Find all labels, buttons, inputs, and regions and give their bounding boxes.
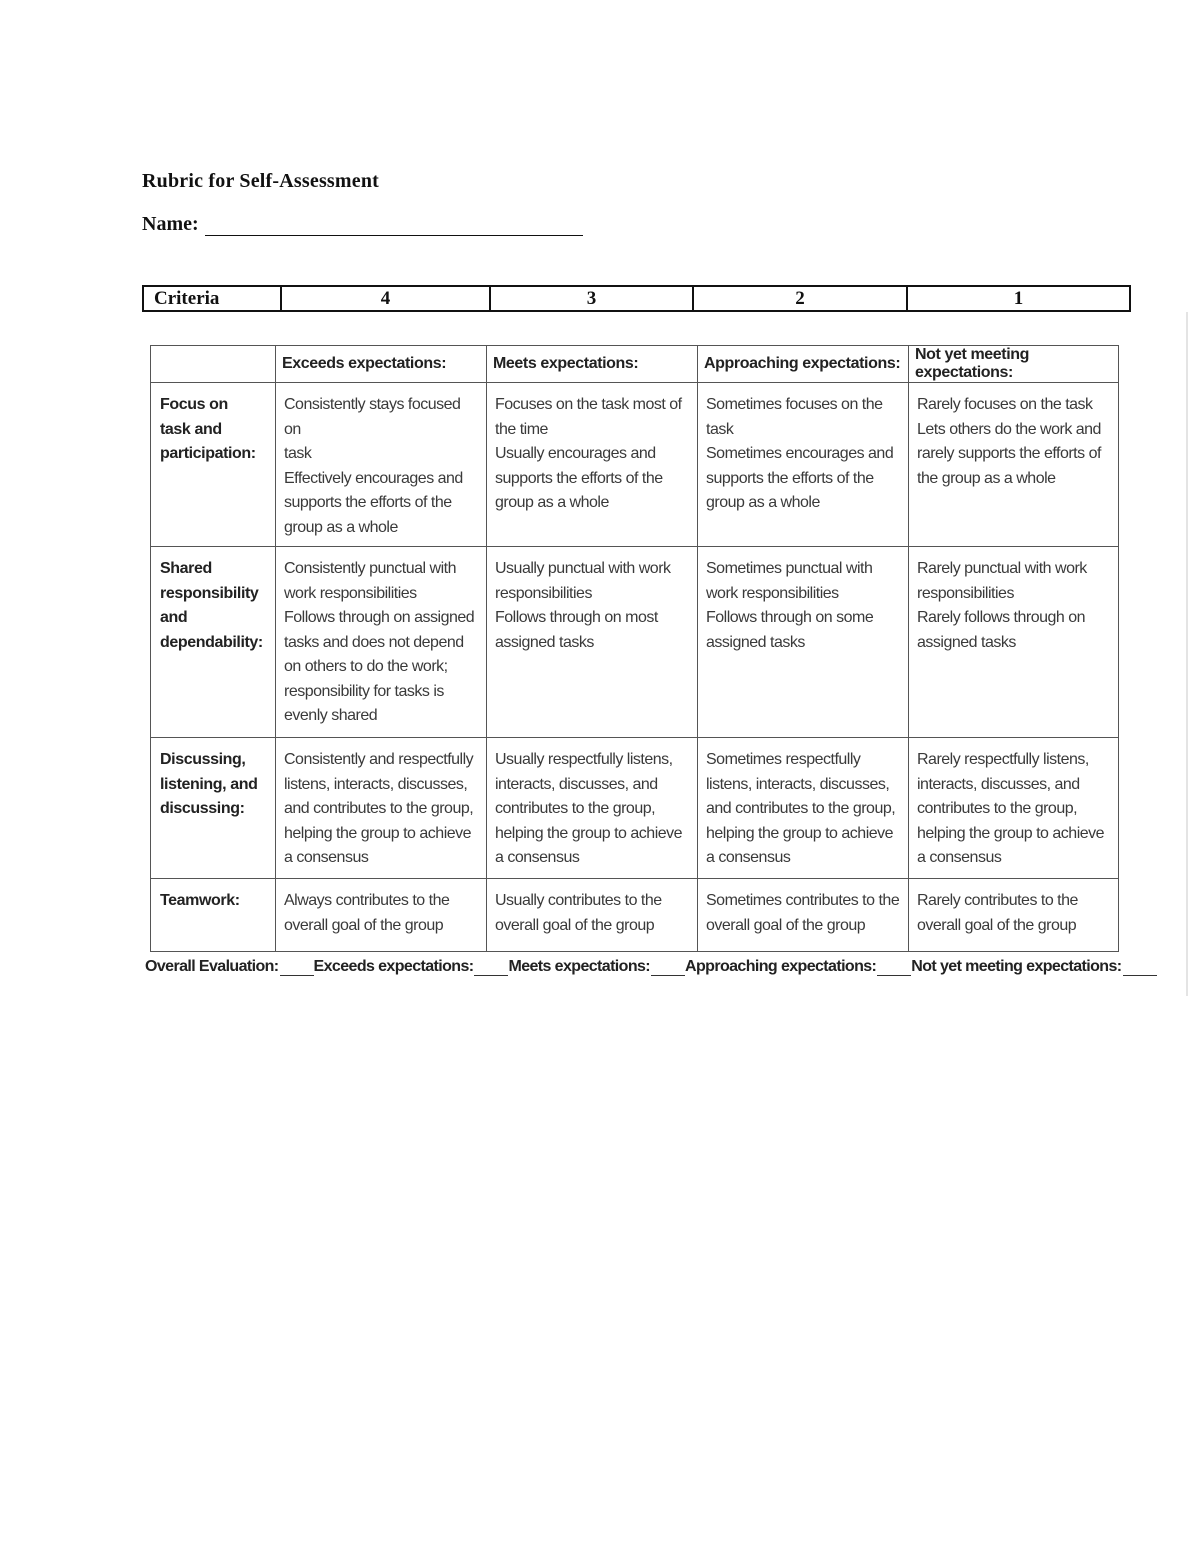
cell-line: Consistently punctual with: [284, 560, 456, 577]
cell-shared-not-yet: [909, 547, 1119, 738]
cell-line: Sometimes focuses on the: [706, 396, 883, 413]
cell-line: task: [706, 420, 734, 438]
cell-line: a consensus: [917, 849, 1002, 866]
rubric-row-discussing: [151, 738, 1119, 879]
criterion-line: participation:: [160, 445, 256, 462]
rubric-corner-cell: [151, 346, 276, 383]
cell-discussing-approaching: [698, 738, 909, 879]
cell-line: Rarely follows through on: [917, 609, 1086, 626]
rubric-row-teamwork: [151, 879, 1119, 952]
cell-line: Rarely contributes to the: [917, 892, 1078, 909]
criterion-line: Discussing,: [160, 751, 246, 768]
header-meets: Meets expectations:: [487, 346, 698, 383]
cell-line: supports the efforts of the: [284, 494, 452, 511]
criterion-line: dependability:: [160, 633, 263, 651]
cell-line: group as a whole: [495, 494, 609, 511]
cell-line: Sometimes contributes to the: [706, 892, 900, 909]
criterion-focus: [151, 383, 276, 547]
header-approaching: Approaching expectations:: [698, 346, 909, 383]
cell-line: a consensus: [495, 849, 580, 866]
cell-line: interacts, discusses, and: [495, 775, 658, 793]
meets-blank[interactable]: [651, 961, 685, 976]
approaching-item: [685, 958, 911, 976]
cell-line: responsibilities: [495, 584, 592, 602]
cell-teamwork-meets: [487, 879, 698, 952]
rubric-table: [150, 345, 1119, 952]
cell-line: listens, interacts, discusses,: [706, 775, 890, 793]
cell-line: Consistently stays focused on: [284, 396, 461, 438]
exceeds-blank[interactable]: [474, 961, 508, 976]
cell-line: a consensus: [284, 849, 369, 866]
criterion-line: Focus on: [160, 396, 228, 413]
name-field-row: [142, 213, 583, 236]
cell-line: Usually contributes to the: [495, 892, 662, 909]
cell-line: Sometimes punctual with: [706, 560, 873, 577]
cell-line: Lets others do the work and: [917, 420, 1101, 438]
approaching-label: Approaching expectations:: [685, 958, 877, 975]
exceeds-item: [314, 958, 509, 976]
cell-line: Rarely respectfully listens,: [917, 751, 1089, 768]
criterion-line: discussing:: [160, 800, 245, 817]
cell-line: a consensus: [706, 849, 791, 866]
meets-item: [508, 958, 685, 976]
cell-line: Sometimes respectfully: [706, 751, 861, 768]
cell-line: evenly shared: [284, 707, 378, 724]
rubric-row-shared: [151, 547, 1119, 738]
cell-focus-approaching: [698, 383, 909, 547]
cell-line: contributes to the group,: [917, 800, 1078, 817]
not-yet-label: Not yet meeting expectations:: [911, 958, 1122, 975]
criterion-line: listening, and: [160, 775, 258, 793]
cell-line: Follows through on some: [706, 609, 874, 626]
cell-discussing-exceeds: [276, 738, 487, 879]
score-1-header: 1: [907, 286, 1130, 311]
header-exceeds: Exceeds expectations:: [276, 346, 487, 383]
cell-teamwork-approaching: [698, 879, 909, 952]
cell-line: the time: [495, 420, 548, 438]
cell-line: overall goal of the group: [284, 916, 444, 934]
cell-line: responsibility for tasks is: [284, 682, 444, 700]
criterion-line: and: [160, 609, 188, 626]
cell-line: overall goal of the group: [917, 916, 1077, 934]
criterion-shared: [151, 547, 276, 738]
cell-line: Rarely focuses on the task: [917, 396, 1093, 413]
criteria-header: Criteria: [143, 286, 281, 311]
cell-line: contributes to the group,: [495, 800, 656, 817]
cell-focus-meets: [487, 383, 698, 547]
cell-line: Follows through on assigned: [284, 609, 475, 626]
overall-evaluation-blank[interactable]: [280, 961, 314, 976]
overall-evaluation-label: Overall Evaluation:: [145, 958, 279, 975]
cell-line: Rarely punctual with work: [917, 560, 1087, 577]
cell-teamwork-not-yet: [909, 879, 1119, 952]
cell-line: on others to do the work;: [284, 658, 448, 675]
cell-line: assigned tasks: [706, 633, 805, 651]
rubric-row-focus: [151, 383, 1119, 547]
cell-line: assigned tasks: [917, 633, 1016, 651]
header-not-yet: Not yet meeting expectations:: [909, 346, 1119, 383]
score-4-header: 4: [281, 286, 490, 311]
approaching-blank[interactable]: [877, 961, 911, 976]
page-edge-line: [1186, 312, 1188, 996]
score-header-table: [142, 285, 1131, 312]
cell-line: assigned tasks: [495, 633, 594, 651]
criterion-line: task and: [160, 420, 222, 438]
cell-line: rarely supports the efforts of: [917, 445, 1101, 462]
rubric-header-row: [151, 346, 1119, 383]
overall-evaluation-item: [145, 958, 314, 976]
cell-line: Always contributes to the: [284, 892, 450, 909]
cell-shared-meets: [487, 547, 698, 738]
cell-teamwork-exceeds: [276, 879, 487, 952]
cell-line: Sometimes encourages and: [706, 445, 894, 462]
cell-line: group as a whole: [706, 494, 820, 511]
cell-focus-not-yet: [909, 383, 1119, 547]
overall-evaluation-row: [145, 958, 1130, 976]
cell-line: overall goal of the group: [495, 916, 655, 934]
cell-line: Usually respectfully listens,: [495, 751, 673, 768]
cell-line: work responsibilities: [284, 584, 417, 602]
cell-line: interacts, discusses, and: [917, 775, 1080, 793]
cell-line: supports the efforts of the: [495, 469, 663, 487]
cell-line: and contributes to the group,: [706, 800, 896, 817]
document-title: Rubric for Self-Assessment: [142, 170, 380, 192]
cell-line: group as a whole: [284, 518, 398, 536]
cell-line: Focuses on the task most of: [495, 396, 682, 413]
cell-line: helping the group to achieve: [495, 824, 683, 842]
criterion-line: Teamwork:: [160, 892, 240, 909]
criterion-line: Shared: [160, 560, 212, 577]
criterion-line: responsibility: [160, 584, 259, 602]
cell-focus-exceeds: [276, 383, 487, 547]
name-blank-line[interactable]: [205, 217, 583, 236]
cell-line: Follows through on most: [495, 609, 658, 626]
cell-line: helping the group to achieve: [284, 824, 472, 842]
criterion-discussing: [151, 738, 276, 879]
cell-line: Usually punctual with work: [495, 560, 671, 577]
score-3-header: 3: [490, 286, 693, 311]
cell-line: overall goal of the group: [706, 916, 866, 934]
cell-line: work responsibilities: [706, 584, 839, 602]
cell-line: the group as a whole: [917, 469, 1056, 487]
cell-line: helping the group to achieve: [917, 824, 1105, 842]
cell-line: task: [284, 445, 312, 462]
cell-line: Consistently and respectfully: [284, 751, 474, 768]
cell-line: responsibilities: [917, 584, 1014, 602]
cell-line: helping the group to achieve: [706, 824, 894, 842]
score-2-header: 2: [693, 286, 907, 311]
cell-line: supports the efforts of the: [706, 469, 874, 487]
cell-shared-approaching: [698, 547, 909, 738]
cell-line: listens, interacts, discusses,: [284, 775, 468, 793]
criterion-teamwork: [151, 879, 276, 952]
score-header-row: [143, 286, 1130, 311]
exceeds-label: Exceeds expectations:: [313, 958, 474, 975]
not-yet-blank[interactable]: [1123, 961, 1157, 976]
cell-shared-exceeds: [276, 547, 487, 738]
cell-line: Effectively encourages and: [284, 469, 463, 487]
cell-line: Usually encourages and: [495, 445, 656, 462]
cell-discussing-not-yet: [909, 738, 1119, 879]
cell-line: tasks and does not depend: [284, 633, 464, 651]
not-yet-item: [911, 958, 1156, 976]
meets-label: Meets expectations:: [508, 958, 651, 975]
cell-line: and contributes to the group,: [284, 800, 474, 817]
cell-discussing-meets: [487, 738, 698, 879]
name-label: Name:: [142, 213, 199, 235]
